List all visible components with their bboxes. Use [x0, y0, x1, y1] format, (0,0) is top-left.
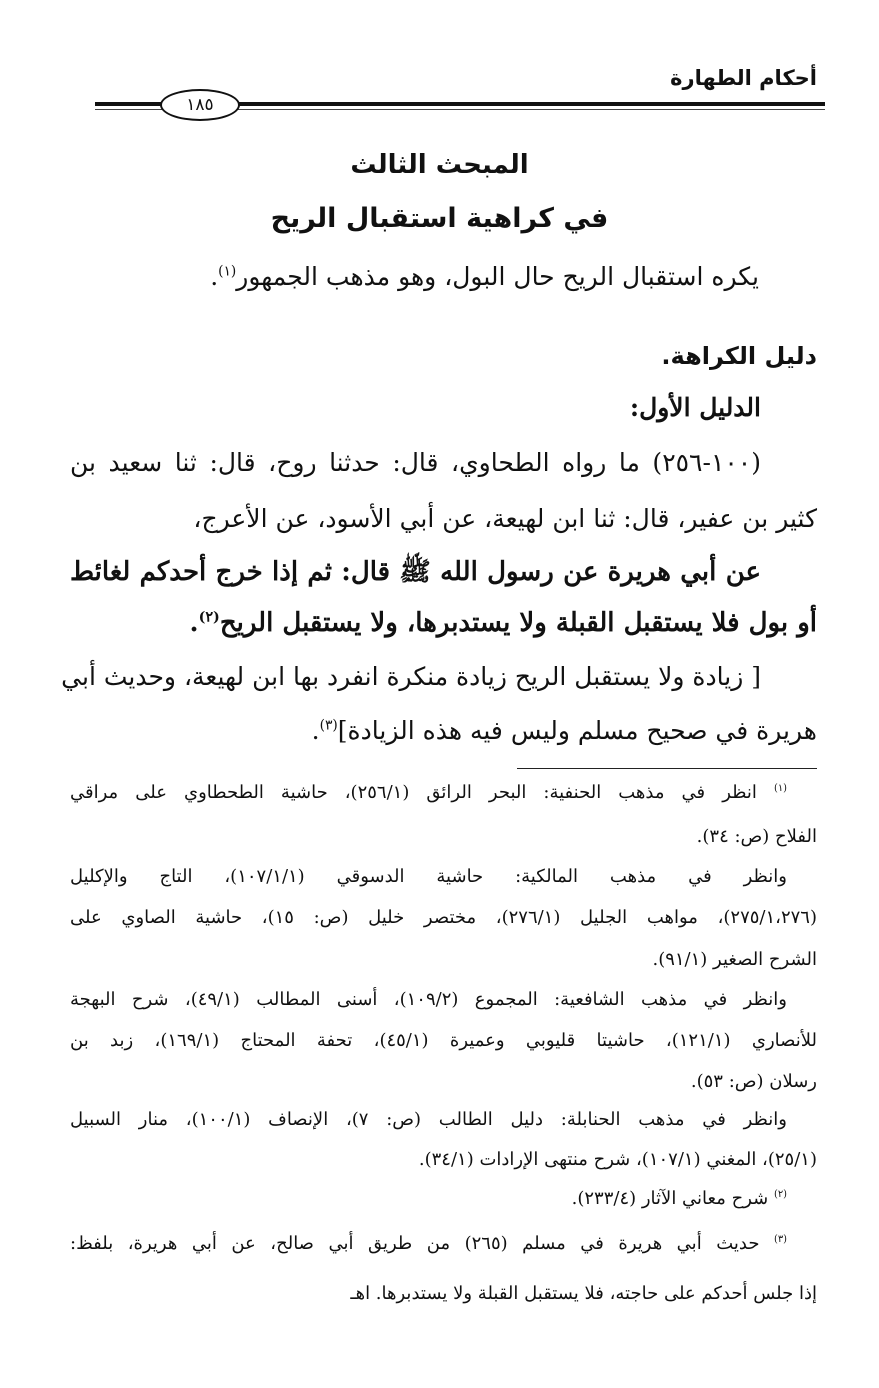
comment-line: [ زيادة ولا يستقبل الريح زيادة منكرة انفرد بها ابن لهيعة، وحديث أبي	[61, 662, 761, 691]
footnote-line: وانظر في مذهب الحنابلة: دليل الطالب (ص: ٧)، الإنصاف (١٠٠/١)، منار السبيل	[70, 1109, 787, 1130]
footnote-3	[70, 1233, 787, 1254]
footnote-2	[70, 1188, 787, 1209]
hadith-text-line	[70, 608, 817, 638]
intro-end: .	[210, 262, 219, 291]
footnote-line: رسلان (ص: ٥٣).	[690, 1071, 817, 1092]
footnote-text: حديث أبي هريرة في مسلم (٢٦٥) من طريق أبي صالح، عن أبي هريرة، بلفظ:	[70, 1233, 760, 1254]
footnote-line: إذا جلس أحدكم على حاجته، فلا يستقبل القبلة ولا يستدبرها. اهـ	[350, 1283, 817, 1304]
footnote-line: (٢٥/١)، المغني (١٠٧/١)، شرح منتهى الإرادات (٣٤/١).	[418, 1149, 817, 1170]
footnote-ref-2: (٢)	[198, 609, 220, 626]
comment-line	[70, 716, 817, 745]
hadith-end: .	[189, 608, 199, 638]
intro-paragraph	[70, 262, 759, 291]
footnote-separator	[517, 768, 817, 769]
hadith-line: (١٠٠-٢٥٦) ما رواه الطحاوي، قال: حدثنا روح، قال: ثنا سعيد بن	[70, 448, 761, 477]
footnote-line: وانظر في مذهب الشافعية: المجموع (١٠٩/٢)، أسنى المطالب (٤٩/١)، شرح البهجة	[70, 989, 787, 1010]
footnote-marker: (١)	[773, 783, 788, 794]
hadith-text-end: أو بول فلا يستقبل القبلة ولا يستدبرها، ولا يستقبل الريح	[219, 608, 817, 638]
hadith-line: كثير بن عفير، قال: ثنا ابن لهيعة، عن أبي الأسود، عن الأعرج،	[193, 504, 817, 533]
footnote-line: للأنصاري (١٢١/١)، حاشيتا قليوبي وعميرة (٤٥/١)، تحفة المحتاج (١٦٩/١)، زبد بن	[70, 1030, 817, 1051]
section-heading: المبحث الثالث	[350, 150, 529, 180]
first-evidence-heading: الدليل الأول:	[629, 393, 761, 422]
footnote-line: الشرح الصغير (٩١/١).	[652, 949, 817, 970]
running-title: أحكام الطهارة	[670, 66, 817, 90]
evidence-heading: دليل الكراهة.	[661, 342, 817, 370]
footnote-ref-3: (٣)	[319, 717, 338, 734]
footnote-marker: (٣)	[773, 1234, 787, 1245]
footnote-line: الفلاح (ص: ٣٤).	[696, 826, 817, 847]
footnote-text: انظر في مذهب الحنفية: البحر الرائق (٢٥٦/١)، حاشية الطحطاوي على مراقي	[70, 782, 757, 803]
footnote-ref-1: (١)	[218, 263, 237, 280]
page-number: ١٨٥	[160, 89, 240, 121]
footnote-text: شرح معاني الآثار (٢٣٣/٤).	[571, 1188, 769, 1209]
comment-end: .	[311, 716, 320, 745]
footnote-marker: (٢)	[773, 1189, 787, 1200]
footnote-line: (٢٧٥/١،٢٧٦)، مواهب الجليل (٢٧٦/١)، مختصر خليل (ص: ١٥)، حاشية الصاوي على	[70, 907, 817, 928]
intro-text: يكره استقبال الريح حال البول، وهو مذهب الجمهور	[236, 262, 759, 291]
comment-text: هريرة في صحيح مسلم وليس فيه هذه الزيادة]	[337, 716, 817, 745]
footnote-1	[70, 782, 787, 803]
chapter-title: في كراهية استقبال الريح	[270, 203, 609, 234]
footnote-line: وانظر في مذهب المالكية: حاشية الدسوقي (١٠٧/١/١)، التاج والإكليل	[70, 866, 787, 887]
hadith-text-line: عن أبي هريرة عن رسول الله ﷺ قال: ثم إذا خرج أحدكم لغائط	[70, 557, 761, 587]
